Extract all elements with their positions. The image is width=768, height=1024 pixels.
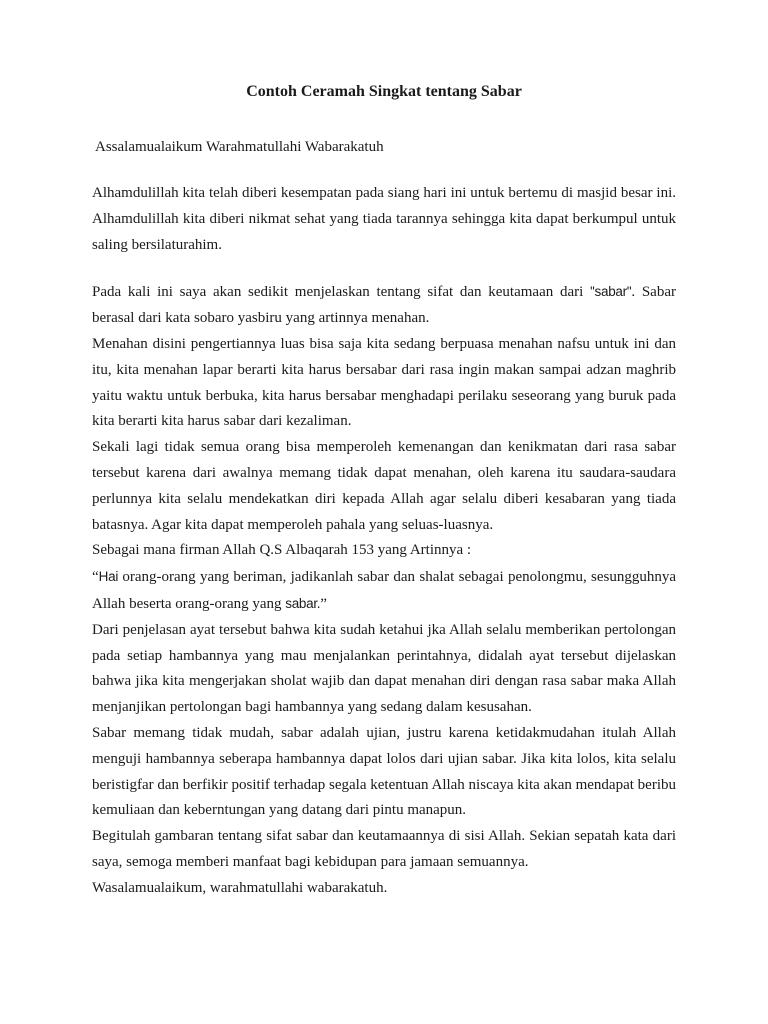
body-paragraph [92, 824, 676, 876]
greeting-line: Assalamualaikum Warahmatullahi Wabarakatuh [95, 139, 384, 155]
body-paragraph [92, 279, 676, 332]
paragraph-text: Pada kali ini saya akan sedikit menjelaskan tentang sifat dan keutamaan dari [92, 284, 590, 301]
page-title: Contoh Ceramah Singkat tentang Sabar [246, 83, 522, 100]
body-paragraph [92, 618, 676, 721]
paragraph-text: orang-orang yang beriman, jadikanlah sabar dan shalat sebagai penolongmu, sesungguhnya Allah beserta orang-orang yang [92, 569, 676, 612]
paragraph-text: Sebagai mana firman Allah Q.S Albaqarah 153 yang Artinnya : [92, 542, 472, 559]
body-paragraph [92, 332, 676, 435]
body-paragraph [92, 181, 676, 258]
quran-reference-line [92, 538, 676, 564]
paragraph-text: Begitulah gambaran tentang sifat sabar dan keutamaannya di sisi Allah. Sekian sepatah kata dari saya, semoga memberi manfaat bagi kebidupan para jamaan semuannya. [92, 828, 676, 870]
paragraph-text: Wasalamualaikum, warahmatullahi wabarakatuh. [92, 879, 388, 896]
alt-font-text: sabar. [285, 595, 321, 611]
paragraph-text: Dari penjelasan ayat tersebut bahwa kita sudah ketahui jka Allah selalu memberikan pertolongan pada setiap hambannya yang mau menjalankan perintahnya, didalah ayat tersebut dijelaskan bahwa jika kita mengerjakan sholat wajib dan dapat menahan diri dengan rasa sabar maka Allah menjanjikan pertolongan bagi hambannya yang sedang dalam kesusahan. [92, 621, 676, 716]
paragraph-text: Alhamdulillah kita telah diberi kesempatan pada siang hari ini untuk bertemu di masjid besar ini. Alhamdulillah kita diberi nikmat sehat yang tiada tarannya sehingga kita dapat berkumpul untuk saling bersilaturahim. [92, 185, 676, 253]
quran-quote-paragraph [92, 564, 676, 618]
closing-line [92, 876, 676, 902]
body-paragraph [92, 721, 676, 824]
alt-font-text: ''sabar'' [589, 284, 632, 300]
paragraph-text: “ [92, 569, 99, 586]
paragraph-text: Menahan disini pengertiannya luas bisa saja kita sedang berpuasa menahan nafsu untuk ini dan itu, kita menahan lapar berarti kita harus bersabar dari rasa ingin makan sampai adzan maghrib yaitu waktu untuk berbuka, kita harus bersabar menghadapi perilaku seseorang yang buruk pada kita berarti kita harus sabar dari kezaliman. [92, 335, 676, 430]
paragraph-text: Sekali lagi tidak semua orang bisa memperoleh kemenangan dan kenikmatan dari rasa sabar tersebut karena dari awalnya memang tidak dapat menahan, oleh karena itu saudara-saudara perlunnya kita selalu mendekatkan diri kepada Allah agar selalu diberi kesabaran yang tiada batasnya. Agar kita dapat memperoleh pahala yang seluas-luasnya. [92, 439, 676, 533]
paragraph-text: ” [320, 595, 327, 612]
paragraph-text: Sabar memang tidak mudah, sabar adalah ujian, justru karena ketidakmudahan itulah Allah menguji hambannya seberapa hambannya dapat lolos dari ujian sabar. Jika kita lolos, kita selalu beristigfar dan berfikir positif terhadap segala ketentuan Allah niscaya kita akan mendapat beribu kemuliaan dan keberntungan yang datang dari pintu manapun. [92, 724, 676, 819]
paragraph-text: . Sabar berasal dari kata sobaro yasbiru yang artinnya menahan. [92, 284, 676, 327]
alt-font-text: Hai [98, 569, 119, 585]
body-paragraph [92, 435, 676, 538]
